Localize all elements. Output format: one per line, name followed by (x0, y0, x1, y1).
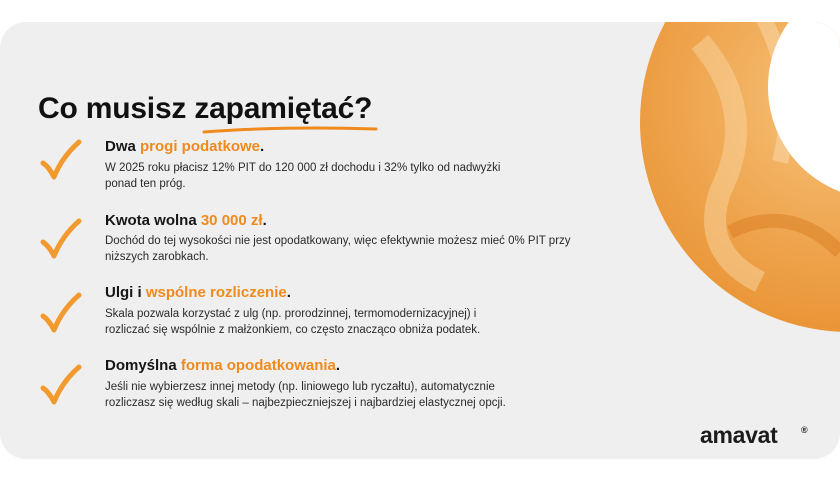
item-description: Dochód do tej wysokości nie jest opodatkowany, więc efektywnie możesz mieć 0% PIT przy niższych zarobkach. (105, 235, 571, 263)
title-underline (202, 124, 378, 136)
item-description: Jeśli nie wybierzesz innej metody (np. liniowego lub ryczałtu), automatycznie rozliczasz się według skali – najbezpieczniejszej i najbardziej elastycznej opcji. (105, 381, 506, 409)
checkmark-icon (40, 364, 82, 408)
item-title: Ulgi i wspólne rozliczenie. (105, 284, 291, 301)
registered-mark: ® (801, 425, 808, 435)
item-title: Domyślna forma opodatkowania. (105, 357, 341, 374)
checkmark-icon (40, 218, 82, 262)
checkmark-icon (40, 292, 82, 336)
item-description: Skala pozwala korzystać z ulg (np. prorodzinnej, termomodernizacyjnej) i rozliczać się wspólnie z małżonkiem, co często znacząco obniża podatek. (105, 308, 481, 336)
page-title: Co musisz zapamiętać? (38, 92, 373, 125)
item-title: Dwa progi podatkowe. (105, 138, 265, 155)
item-description: W 2025 roku płacisz 12% PIT do 120 000 zł dochodu i 32% tylko od nadwyżki ponad ten próg. (105, 162, 501, 190)
checkmark-icon (40, 139, 82, 183)
info-card (0, 22, 840, 459)
amavat-logo: amavat (700, 422, 778, 448)
item-title: Kwota wolna 30 000 zł. (105, 212, 267, 229)
